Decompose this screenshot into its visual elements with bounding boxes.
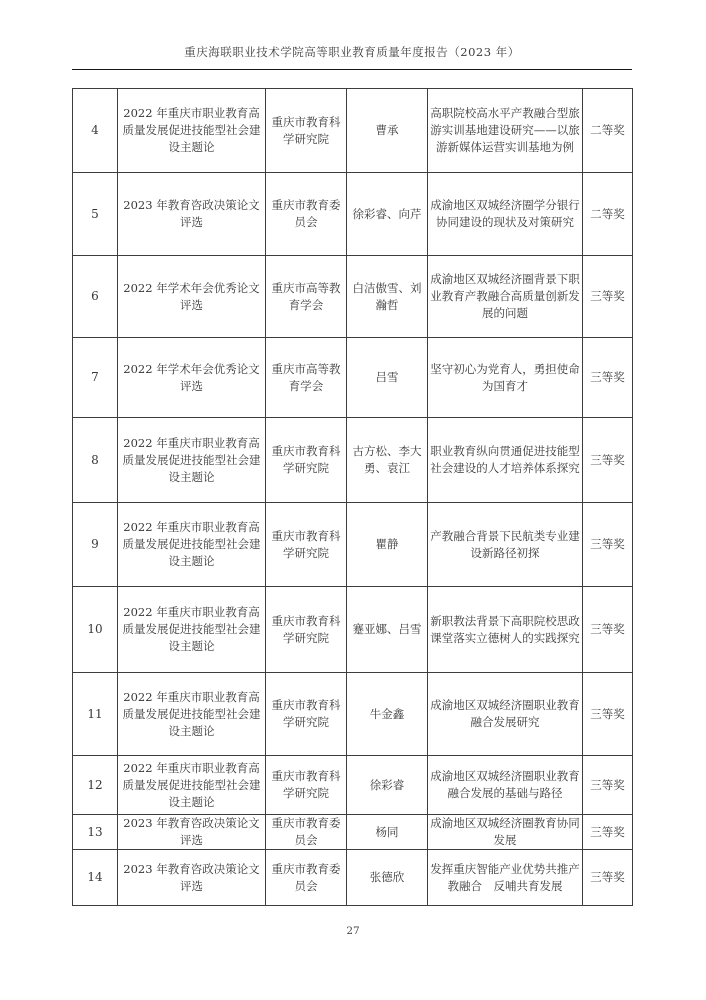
cell-competition-name: 2023 年教育咨政决策论文评选	[118, 850, 266, 906]
cell-organizer: 重庆市教育科学研究院	[266, 756, 347, 815]
cell-award-level: 三等奖	[583, 850, 633, 906]
cell-index: 14	[73, 850, 118, 906]
cell-achievement-title: 成渝地区双城经济圈职业教育融合发展研究	[428, 673, 583, 756]
cell-award-level: 三等奖	[583, 256, 633, 338]
cell-index: 4	[73, 89, 118, 173]
cell-organizer: 重庆市教育科学研究院	[266, 89, 347, 173]
table-row	[73, 173, 633, 256]
cell-authors: 古方松、李大勇、袁江	[347, 418, 428, 503]
cell-achievement-title: 高职院校高水平产教融合型旅游实训基地建设研究——以旅游新媒体运营实训基地为例	[428, 89, 583, 173]
cell-index: 5	[73, 173, 118, 256]
cell-award-level: 三等奖	[583, 673, 633, 756]
cell-achievement-title: 坚守初心为党育人，勇担使命为国育才	[428, 338, 583, 418]
cell-award-level: 三等奖	[583, 756, 633, 815]
cell-authors: 白洁傲雪、刘瀚哲	[347, 256, 428, 338]
cell-competition-name: 2022 年重庆市职业教育高质量发展促进技能型社会建设主题论	[118, 503, 266, 587]
awards-table	[72, 88, 633, 906]
cell-index: 12	[73, 756, 118, 815]
cell-achievement-title: 职业教育纵向贯通促进技能型社会建设的人才培养体系探究	[428, 418, 583, 503]
cell-achievement-title: 成渝地区双城经济圈背景下职业教育产教融合高质量创新发展的问题	[428, 256, 583, 338]
cell-index: 13	[73, 815, 118, 850]
cell-award-level: 三等奖	[583, 503, 633, 587]
cell-competition-name: 2022 年重庆市职业教育高质量发展促进技能型社会建设主题论	[118, 673, 266, 756]
cell-index: 8	[73, 418, 118, 503]
cell-award-level: 三等奖	[583, 815, 633, 850]
cell-authors: 徐彩睿	[347, 756, 428, 815]
cell-index: 10	[73, 587, 118, 673]
table-row	[73, 256, 633, 338]
cell-competition-name: 2022 年重庆市职业教育高质量发展促进技能型社会建设主题论	[118, 418, 266, 503]
cell-organizer: 重庆市教育科学研究院	[266, 503, 347, 587]
table-row	[73, 418, 633, 503]
cell-organizer: 重庆市教育委员会	[266, 815, 347, 850]
cell-organizer: 重庆市教育科学研究院	[266, 587, 347, 673]
cell-authors: 牛金鑫	[347, 673, 428, 756]
cell-organizer: 重庆市高等教育学会	[266, 256, 347, 338]
cell-award-level: 三等奖	[583, 338, 633, 418]
cell-achievement-title: 新职教法背景下高职院校思政课堂落实立德树人的实践探究	[428, 587, 583, 673]
table-row	[73, 673, 633, 756]
cell-authors: 蹇亚娜、吕雪	[347, 587, 428, 673]
page-number: 27	[346, 925, 360, 937]
cell-competition-name: 2023 年教育咨政决策论文评选	[118, 173, 266, 256]
table-row	[73, 815, 633, 850]
table-row	[73, 587, 633, 673]
cell-authors: 吕雪	[347, 338, 428, 418]
cell-competition-name: 2023 年教育咨政决策论文评选	[118, 815, 266, 850]
cell-competition-name: 2022 年重庆市职业教育高质量发展促进技能型社会建设主题论	[118, 587, 266, 673]
cell-award-level: 二等奖	[583, 89, 633, 173]
cell-authors: 杨同	[347, 815, 428, 850]
awards-table-body	[73, 89, 633, 906]
cell-authors: 徐彩睿、向芹	[347, 173, 428, 256]
table-row	[73, 850, 633, 906]
cell-authors: 张德欣	[347, 850, 428, 906]
cell-achievement-title: 发挥重庆智能产业优势共推产教融合 反哺共育发展	[428, 850, 583, 906]
cell-achievement-title: 产教融合背景下民航类专业建设新路径初探	[428, 503, 583, 587]
cell-competition-name: 2022 年重庆市职业教育高质量发展促进技能型社会建设主题论	[118, 89, 266, 173]
cell-authors: 瞿静	[347, 503, 428, 587]
cell-index: 9	[73, 503, 118, 587]
table-row	[73, 503, 633, 587]
cell-index: 7	[73, 338, 118, 418]
cell-index: 11	[73, 673, 118, 756]
running-header-title: 重庆海联职业技术学院高等职业教育质量年度报告（2023 年）	[72, 44, 632, 70]
cell-authors: 曹承	[347, 89, 428, 173]
cell-organizer: 重庆市高等教育学会	[266, 338, 347, 418]
cell-award-level: 二等奖	[583, 173, 633, 256]
cell-organizer: 重庆市教育委员会	[266, 173, 347, 256]
cell-organizer: 重庆市教育委员会	[266, 850, 347, 906]
cell-competition-name: 2022 年重庆市职业教育高质量发展促进技能型社会建设主题论	[118, 756, 266, 815]
cell-organizer: 重庆市教育科学研究院	[266, 418, 347, 503]
cell-achievement-title: 成渝地区双城经济圈学分银行协同建设的现状及对策研究	[428, 173, 583, 256]
cell-achievement-title: 成渝地区双城经济圈教育协同发展	[428, 815, 583, 850]
table-row	[73, 338, 633, 418]
cell-competition-name: 2022 年学术年会优秀论文评选	[118, 256, 266, 338]
cell-organizer: 重庆市教育科学研究院	[266, 673, 347, 756]
cell-award-level: 三等奖	[583, 587, 633, 673]
cell-achievement-title: 成渝地区双城经济圈职业教育融合发展的基础与路径	[428, 756, 583, 815]
table-row	[73, 756, 633, 815]
cell-competition-name: 2022 年学术年会优秀论文评选	[118, 338, 266, 418]
table-row	[73, 89, 633, 173]
cell-index: 6	[73, 256, 118, 338]
cell-award-level: 三等奖	[583, 418, 633, 503]
